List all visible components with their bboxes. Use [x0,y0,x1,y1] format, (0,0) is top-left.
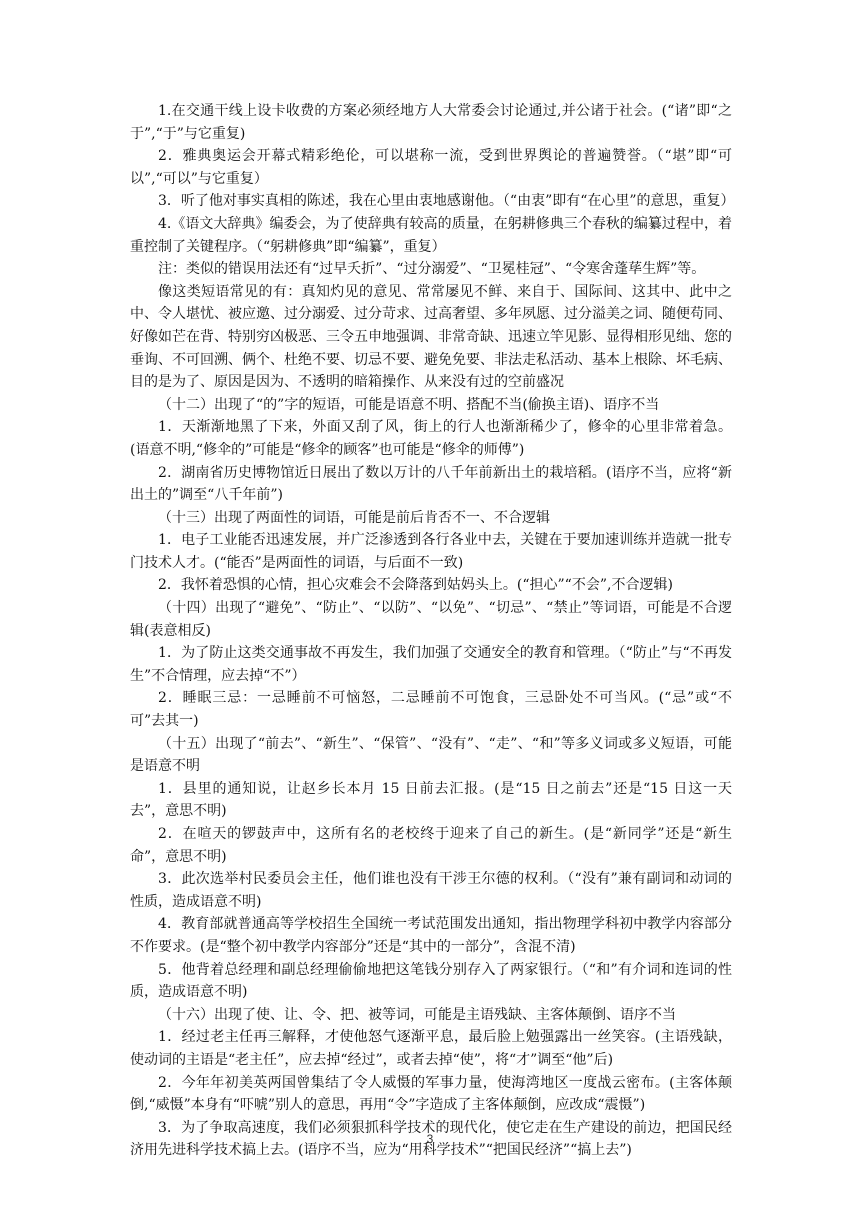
paragraph: 1．经过老主任再三解释，才使他怒气逐渐平息，最后脸上勉强露出一丝笑容。(主语残缺，使动词的主语是“老主任”，应去掉“经过”，或者去掉“使”，将“才”调至“他”后) [130,1029,732,1068]
paragraph: 3．此次选举村民委员会主任，他们谁也没有干涉王尔德的权利。（“没有”兼有副词和动词的性质，造成语意不明) [130,871,732,910]
paragraph: 3．听了他对事实真相的陈述，我在心里由衷地感谢他。（“由衷”即有“在心里”的意思，重复） [158,193,735,210]
paragraph: 4.《语文大辞典》编委会，为了使辞典有较高的质量，在躬耕修典三个春秋的编纂过程中，着重控制了关键程序。（“躬耕修典”即“编纂”，重复） [130,215,732,255]
paragraph: 1.在交通干线上设卡收费的方案必须经地方人大常委会讨论通过,并公诸于社会。(“诸”即“之于”,“于”与它重复) [130,103,732,142]
paragraph: 1．电子工业能否迅速发展，并广泛渗透到各行各业中去，关键在于要加速训练并造就一批专门技术人才。(“能否”是两面性的词语，与后面不一致) [130,532,732,571]
section-heading: （十五）出现了“前去”、“新生”、“保管”、“没有”、“走”、“和”等多义词或多义短语，可能是语意不明 [130,735,732,775]
paragraph: 1．天渐渐地黑了下来，外面又刮了风，街上的行人也渐渐稀少了，修伞的心里非常着急。(语意不明,“修伞的”可能是“修伞的顾客”也可能是“修伞的师傅”) [130,419,732,458]
note-paragraph: 注：类似的错误用法还有“过早夭折”、“过分溺爱”、“卫冕桂冠”、“令寒舍蓬荜生辉”等。 [158,261,706,278]
document-body [130,100,735,1162]
paragraph: 2．在喧天的锣鼓声中，这所有名的老校终于迎来了自己的新生。(是“新同学”还是“新生命”，意思不明) [130,826,732,865]
page-number: 3 [426,1132,434,1146]
paragraph: 1．为了防止这类交通事故不再发生，我们加强了交通安全的教育和管理。（“防止”与“不再发生”不合情理，应去掉“不”） [130,645,732,684]
paragraph: 像这类短语常见的有：真知灼见的意见、常常屡见不鲜、来自于、国际间、这其中、此中之中、令人堪忧、被应邀、过分溺爱、过分苛求、过高奢望、多年夙愿、过分溢美之词、随便苟同、好像如芒在背、特别穷凶极恶、三令五申地强调、非常奇缺、迅速立竿见影、显得相形见绌、您的垂询、不可回溯、俩个、杜绝不要、切忌不要、避免免要、非法走私活动、基本上根除、坏毛病、目的是为了、原因是因为、不透明的暗箱操作、从来没有过的空前盛况 [130,283,732,391]
paragraph: 3．为了争取高速度，我们必须狠抓科学技术的现代化，使它走在生产建设的前边，把国民经济用先进科学技术搞上去。(语序不当，应为“用科学技术”“把国民经济”“搞上去”) [130,1119,732,1159]
paragraph: 1．县里的通知说，让赵乡长本月 15 日前去汇报。(是“15 日之前去”还是“15 日这一天去”，意思不明) [130,780,732,820]
paragraph: 5．他背着总经理和副总经理偷偷地把这笔钱分别存入了两家银行。（“和”有介词和连词的性质，造成语意不明) [130,961,732,1001]
paragraph: 2．睡眠三忌：一忌睡前不可恼怒，二忌睡前不可饱食，三忌卧处不可当风。(“忌”或“不可”去其一) [130,690,732,730]
paragraph: 4．教育部就普通高等学校招生全国统一考试范围发出通知，指出物理学科初中教学内容部分不作要求。(是“整个初中教学内容部分”还是“其中的一部分”，含混不清) [130,916,732,955]
paragraph: 2．今年年初美英两国曾集结了令人威慑的军事力量，使海湾地区一度战云密布。(主客体颠倒,“威慑”本身有“吓唬”别人的意思，再用“令”字造成了主客体颠倒，应改成“震慑”) [130,1074,732,1114]
section-heading: （十三）出现了两面性的词语，可能是前后肯否不一、不合逻辑 [158,509,550,526]
section-heading: （十四）出现了“避免”、“防止”、“以防”、“以免”、“切忌”、“禁止”等词语，可能是不合逻辑(表意相反) [130,600,732,639]
section-heading: （十二）出现了“的”字的短语，可能是语意不明、搭配不当(偷换主语)、语序不当 [158,396,660,413]
paragraph: 2．湖南省历史博物馆近日展出了数以万计的八千年前新出土的栽培稻。(语序不当，应将“新出土的”调至“八千年前”) [130,464,732,504]
paragraph: 2．雅典奥运会开幕式精彩绝伦，可以堪称一流，受到世界舆论的普遍赞誉。（“堪”即“可以”,“可以”与它重复） [130,148,732,187]
section-heading: （十六）出现了使、让、令、把、被等词，可能是主语残缺、主客体颠倒、语序不当 [158,1006,676,1023]
paragraph: 2．我怀着恐惧的心情，担心灾难会不会降落到姑妈头上。(“担心”“不会”,不合逻辑) [158,577,673,594]
